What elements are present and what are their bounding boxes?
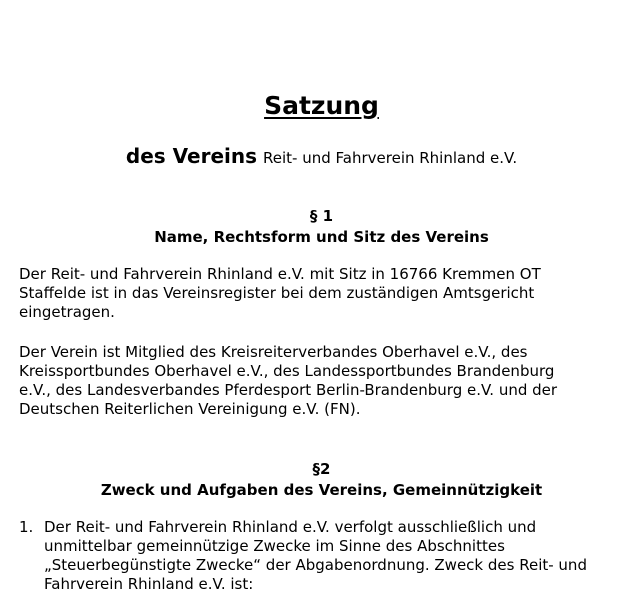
section-1-paragraph-1	[19, 265, 619, 322]
document-title: Satzung	[264, 91, 379, 120]
section-2-number: §2	[312, 460, 331, 478]
subtitle-club-name: Reit- und Fahrverein Rhinland e.V.	[263, 149, 518, 167]
text-line: Der Reit- und Fahrverein Rhinland e.V. mit Sitz in 16766 Kremmen OT	[19, 265, 541, 283]
section-1-paragraph-2	[19, 343, 619, 419]
text-line: Fahrverein Rhinland e.V. ist:	[44, 575, 254, 593]
text-line: Der Reit- und Fahrverein Rhinland e.V. verfolgt ausschließlich und	[44, 518, 537, 536]
section-2-heading: Zweck und Aufgaben des Vereins, Gemeinnützigkeit	[100, 481, 543, 499]
section-1-heading: Name, Rechtsform und Sitz des Vereins	[154, 228, 489, 246]
text-line: „Steuerbegünstigte Zwecke“ der Abgabenordnung. Zweck des Reit- und	[44, 556, 587, 574]
text-line: e.V., des Landesverbandes Pferdesport Berlin-Brandenburg e.V. und der	[19, 381, 558, 399]
text-line: Staffelde ist in das Vereinsregister bei dem zuständigen Amtsgericht	[19, 284, 535, 302]
text-line: Der Verein ist Mitglied des Kreisreiterverbandes Oberhavel e.V., des	[19, 343, 528, 361]
list-marker: 1.	[19, 518, 34, 536]
text-line: eingetragen.	[19, 303, 115, 321]
text-line: Deutschen Reiterlichen Vereinigung e.V. (FN).	[19, 400, 361, 418]
section-1-number: § 1	[309, 207, 334, 225]
subtitle-bold: des Vereins	[125, 144, 258, 168]
document-subtitle	[0, 142, 631, 172]
list-item-body	[44, 518, 587, 594]
text-line: unmittelbar gemeinnützige Zwecke im Sinne des Abschnittes	[44, 537, 505, 555]
text-line: Kreissportbundes Oberhavel e.V., des Landessportbundes Brandenburg	[19, 362, 555, 380]
